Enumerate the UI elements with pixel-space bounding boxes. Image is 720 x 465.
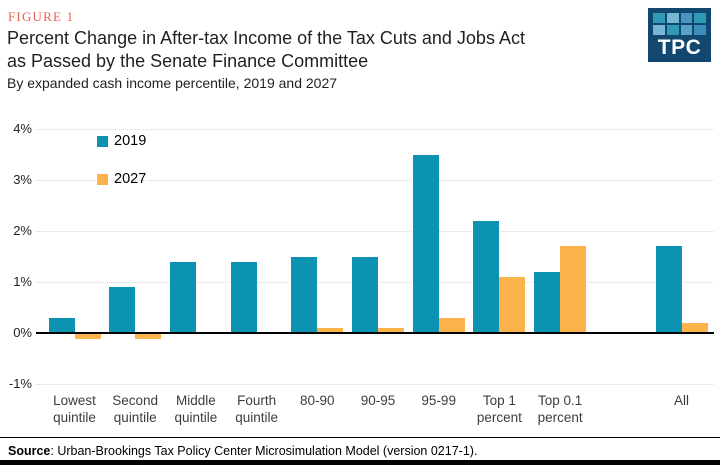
y-axis-tick-4%: 4%	[13, 121, 32, 136]
bar-2019-top-0-1-percent	[534, 272, 560, 333]
bar-2027-top-0-1-percent	[560, 246, 586, 333]
bar-2027-top-1-percent	[499, 277, 525, 333]
y-axis-tick-1%: 1%	[13, 274, 32, 289]
bar-2019-top-1-percent	[473, 221, 499, 333]
x-axis-label-80-90: 80-90	[300, 393, 335, 408]
gridline-4%	[36, 129, 714, 130]
x-axis-label-second-quintile: Second quintile	[112, 393, 159, 425]
x-axis-label-top-1-percent: Top 1 percent	[476, 393, 522, 425]
x-axis-label-90-95: 90-95	[360, 393, 396, 408]
footer-divider	[0, 437, 720, 438]
source-note	[8, 444, 477, 458]
bar-2019-all	[656, 246, 682, 333]
x-axis-label-fourth-quintile: Fourth quintile	[235, 393, 278, 425]
legend-label-2027: 2027	[114, 171, 147, 187]
x-axis-label-all: All	[673, 393, 689, 408]
title-line-2: as Passed by the Senate Finance Committee	[7, 51, 369, 71]
legend-swatch-2019	[97, 136, 108, 147]
tpc-logo-text: TPC	[657, 36, 702, 59]
x-axis-label-top-0-1-percent: Top 0.1 percent	[537, 393, 583, 425]
source-label: Source	[8, 444, 51, 458]
legend-label-2019: 2019	[114, 133, 147, 149]
x-axis-label-lowest-quintile: Lowest quintile	[53, 393, 96, 425]
x-axis-label-middle-quintile: Middle quintile	[174, 393, 218, 425]
legend-item-2019	[97, 133, 146, 149]
figure-subtitle: By expanded cash income percentile, 2019 and 2027	[7, 75, 338, 91]
gridline--1%	[36, 384, 714, 385]
bar-2019-80-90	[291, 257, 317, 334]
bar-2027-lowest-quintile	[75, 334, 101, 339]
bar-2019-second-quintile	[109, 287, 135, 333]
bottom-bar	[0, 460, 720, 465]
bar-2019-fourth-quintile	[231, 262, 257, 333]
bar-2019-middle-quintile	[170, 262, 196, 333]
title-line-1: Percent Change in After-tax Income of the Tax Cuts and Jobs Act	[7, 28, 525, 48]
y-axis-tick-0%: 0%	[13, 325, 32, 340]
bar-2019-90-95	[352, 257, 378, 334]
source-text: : Urban-Brookings Tax Policy Center Microsimulation Model (version 0217-1).	[50, 444, 478, 458]
y-axis-tick-3%: 3%	[13, 172, 32, 187]
x-axis-line	[36, 332, 714, 334]
legend-swatch-2027	[97, 174, 108, 185]
bar-2027-second-quintile	[135, 334, 161, 339]
y-axis-tick-2%: 2%	[13, 223, 32, 238]
figure-label: FIGURE 1	[8, 9, 75, 24]
bar-2019-lowest-quintile	[49, 318, 75, 333]
bar-2027-95-99	[439, 318, 465, 333]
y-axis-tick--1%: -1%	[8, 376, 32, 391]
bar-2019-95-99	[413, 155, 439, 334]
x-axis-label-95-99: 95-99	[421, 393, 456, 408]
gridline-2%	[36, 231, 714, 232]
legend-item-2027	[97, 171, 146, 187]
